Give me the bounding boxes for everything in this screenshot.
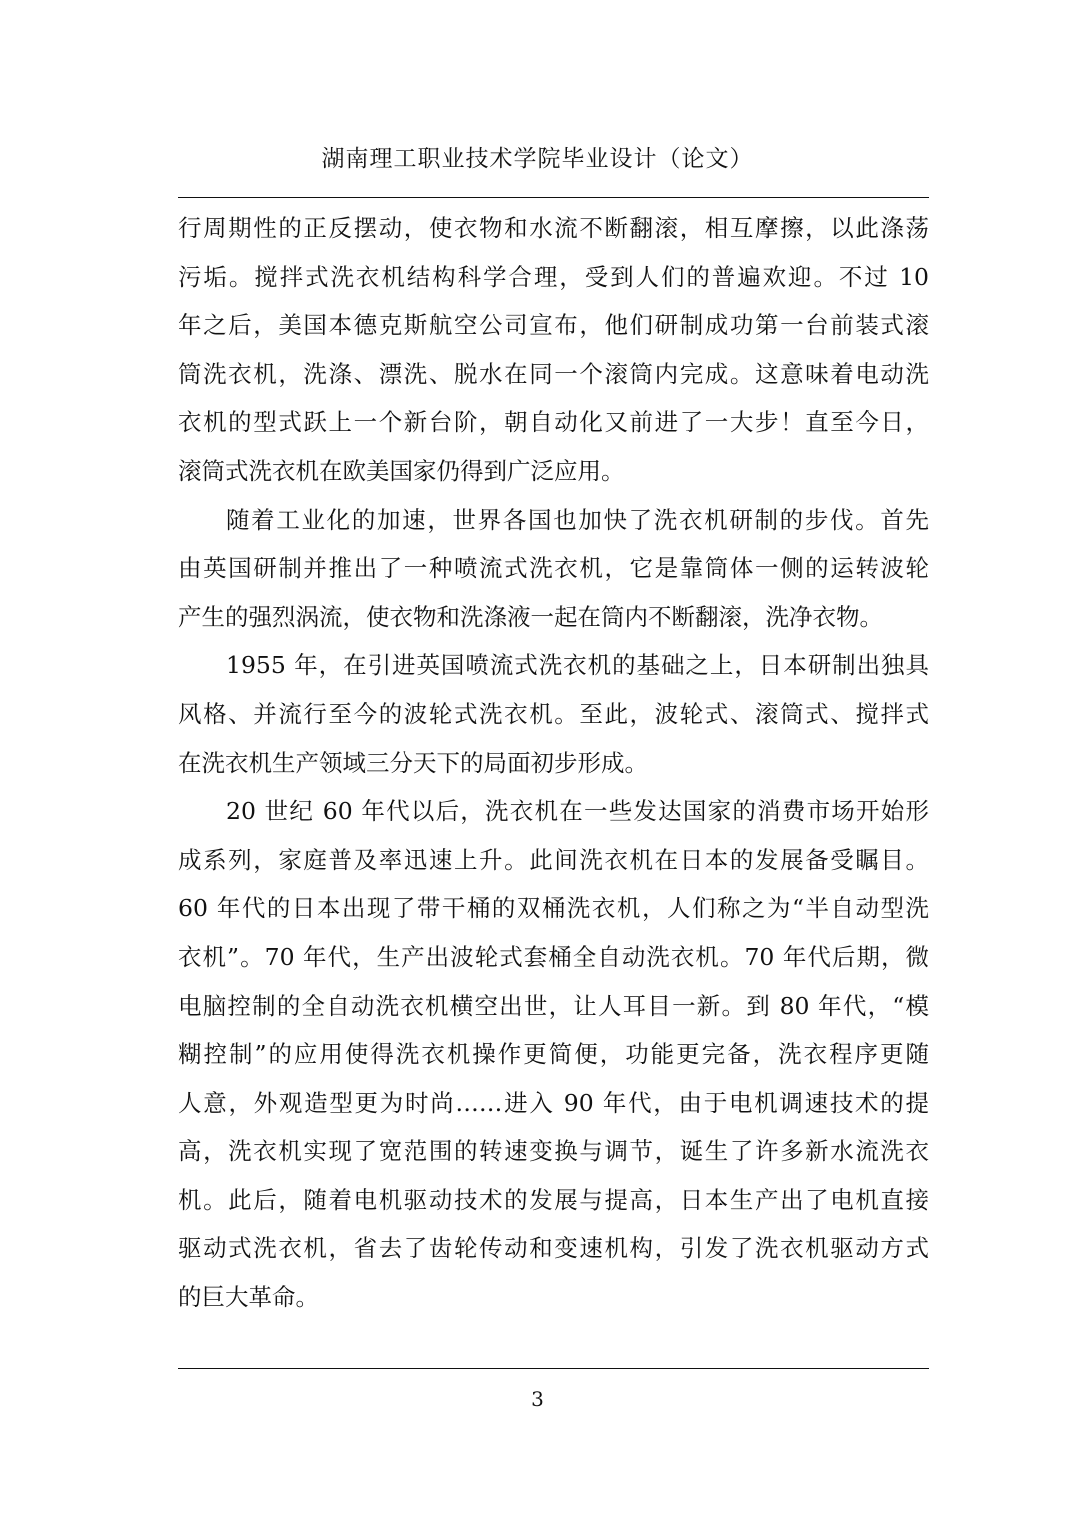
text-line: 人意，外观造型更为时尚……进入 90 年代，由于电机调速技术的提 xyxy=(178,1088,929,1117)
text-line: 衣机的型式跃上一个新台阶，朝自动化又前进了一大步！直至今日， xyxy=(178,408,929,437)
text-line: 筒洗衣机，洗涤、漂洗、脱水在同一个滚筒内完成。这意味着电动洗 xyxy=(178,359,929,388)
text-line: 的巨大革命。 xyxy=(178,1283,319,1312)
text-line: 风格、并流行至今的波轮式洗衣机。至此，波轮式、滚筒式、搅拌式 xyxy=(178,699,929,728)
text-line: 电脑控制的全自动洗衣机横空出世，让人耳目一新。到 80 年代，“模 xyxy=(178,991,929,1020)
footer-divider xyxy=(178,1368,929,1369)
text-line: 20 世纪 60 年代以后，洗衣机在一些发达国家的消费市场开始形 xyxy=(226,797,929,826)
body-text xyxy=(178,204,929,1322)
text-line: 由英国研制并推出了一种喷流式洗衣机，它是靠筒体一侧的运转波轮 xyxy=(178,554,929,583)
text-line: 污垢。搅拌式洗衣机结构科学合理，受到人们的普遍欢迎。不过 10 xyxy=(178,262,929,291)
text-line: 驱动式洗衣机，省去了齿轮传动和变速机构，引发了洗衣机驱动方式 xyxy=(178,1234,929,1263)
text-line: 60 年代的日本出现了带干桶的双桶洗衣机，人们称之为“半自动型洗 xyxy=(178,894,929,923)
page-number: 3 xyxy=(531,1387,544,1411)
text-line: 在洗衣机生产领域三分天下的局面初步形成。 xyxy=(178,748,648,777)
text-line: 年之后，美国本德克斯航空公司宣布，他们研制成功第一台前装式滚 xyxy=(178,311,929,340)
text-line: 糊控制”的应用使得洗衣机操作更简便，功能更完备，洗衣程序更随 xyxy=(178,1040,929,1069)
text-line: 机。此后，随着电机驱动技术的发展与提高，日本生产出了电机直接 xyxy=(178,1185,929,1214)
text-line: 行周期性的正反摆动，使衣物和水流不断翻滚，相互摩擦，以此涤荡 xyxy=(178,214,929,242)
text-line: 滚筒式洗衣机在欧美国家仍得到广泛应用。 xyxy=(178,456,625,485)
header-divider xyxy=(178,197,929,198)
text-line: 产生的强烈涡流，使衣物和洗涤液一起在筒内不断翻滚，洗净衣物。 xyxy=(178,602,883,631)
text-line: 衣机”。70 年代，生产出波轮式套桶全自动洗衣机。70 年代后期，微 xyxy=(178,942,929,971)
text-line: 1955 年，在引进英国喷流式洗衣机的基础之上，日本研制出独具 xyxy=(226,651,929,680)
text-line: 随着工业化的加速，世界各国也加快了洗衣机研制的步伐。首先 xyxy=(226,505,929,534)
page-header-title: 湖南理工职业技术学院毕业设计（论文） xyxy=(321,146,754,172)
text-line: 成系列，家庭普及率迅速上升。此间洗衣机在日本的发展备受瞩目。 xyxy=(178,845,929,874)
text-line: 高，洗衣机实现了宽范围的转速变换与调节，诞生了许多新水流洗衣 xyxy=(178,1137,929,1166)
